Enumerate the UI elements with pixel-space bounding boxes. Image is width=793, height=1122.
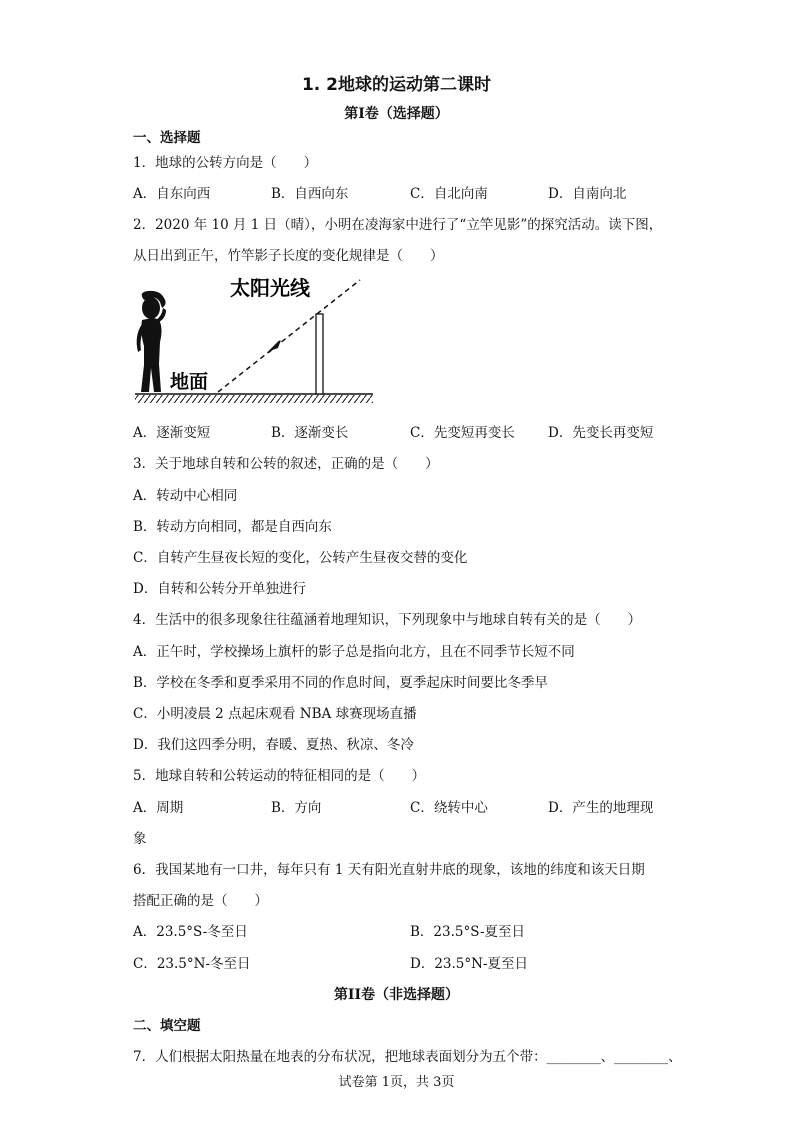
q5-option-c: C．绕转中心 [410, 800, 488, 816]
q5-stem: 5．地球自转和公转运动的特征相同的是（ ） [133, 768, 426, 784]
q1-option-b: B．自西向东 [271, 186, 349, 202]
q4-option-b: B．学校在冬季和夏季采用不同的作息时间，夏季起床时间要比冬季早 [133, 675, 548, 691]
q2-stem-line1: 2．2020 年 10 月 1 日（晴），小明在凌海家中进行了“立竿见影”的探究活动。读下图， [133, 217, 663, 233]
part2-title: 第II卷（非选择题） [333, 987, 460, 1003]
q6-option-b: B．23.5°S-夏至日 [410, 924, 526, 940]
q2-option-b: B．逐渐变长 [271, 425, 349, 441]
q1-option-d: D．自南向北 [548, 186, 627, 202]
q1-stem: 1．地球的公转方向是（ ） [133, 155, 318, 171]
q5-option-a: A．周期 [133, 800, 184, 816]
q6-stem-line1: 6．我国某地有一口井，每年只有 1 天有阳光直射井底的现象，该地的纬度和该天日期 [133, 862, 645, 878]
q4-option-c: C．小明凌晨 2 点起床观看 NBA 球赛现场直播 [133, 706, 417, 722]
q3-stem: 3．关于地球自转和公转的叙述，正确的是（ ） [133, 456, 439, 472]
ground-label: 地面 [170, 371, 209, 393]
q3-option-d: D．自转和公转分开单独进行 [133, 581, 306, 597]
q6-option-c: C．23.5°N-冬至日 [133, 956, 251, 972]
q6-stem-line2: 搭配正确的是（ ） [133, 893, 268, 909]
q2-stem-line2: 从日出到正午，竹竿影子长度的变化规律是（ ） [133, 248, 444, 264]
q6-option-a: A．23.5°S-冬至日 [133, 924, 248, 940]
q4-stem: 4．生活中的很多现象往往蕴涵着地理知识，下列现象中与地球自转有关的是（ ） [133, 612, 642, 628]
q3-option-b: B．转动方向相同，都是自西向东 [133, 519, 332, 535]
q2-option-d: D．先变长再变短 [548, 425, 654, 441]
q4-option-d: D．我们这四季分明，春暖、夏热、秋凉、冬冷 [133, 737, 414, 753]
q2-option-c: C．先变短再变长 [410, 425, 515, 441]
q1-option-c: C．自北向南 [410, 186, 488, 202]
person-silhouette [137, 291, 166, 392]
q5-option-d-wrap: 象 [133, 831, 147, 847]
q1-option-a: A．自东向西 [133, 186, 211, 202]
section1-heading: 一、选择题 [133, 130, 201, 146]
q7-stem: 7．人们根据太阳热量在地表的分布状况，把地球表面划分为五个带：________、________、 [133, 1049, 682, 1065]
part1-title: 第I卷（选择题） [344, 106, 449, 122]
section2-heading: 二、填空题 [133, 1018, 201, 1034]
q6-option-d: D．23.5°N-夏至日 [410, 956, 529, 972]
q3-option-a: A．转动中心相同 [133, 488, 238, 504]
q5-option-d: D．产生的地理现 [548, 800, 654, 816]
sunlight-label: 太阳光线 [230, 276, 310, 300]
page-footer: 试卷第 1页，共 3页 [338, 1075, 455, 1090]
q2-option-a: A．逐渐变短 [133, 425, 211, 441]
q5-option-b: B．方向 [271, 800, 322, 816]
q3-option-c: C．自转产生昼夜长短的变化，公转产生昼夜交替的变化 [133, 550, 468, 566]
q4-option-a: A．正午时，学校操场上旗杆的影子总是指向北方，且在不同季节长短不同 [133, 644, 575, 660]
shadow-figure [130, 270, 380, 410]
document-title: 1. 2地球的运动第二课时 [301, 75, 492, 95]
